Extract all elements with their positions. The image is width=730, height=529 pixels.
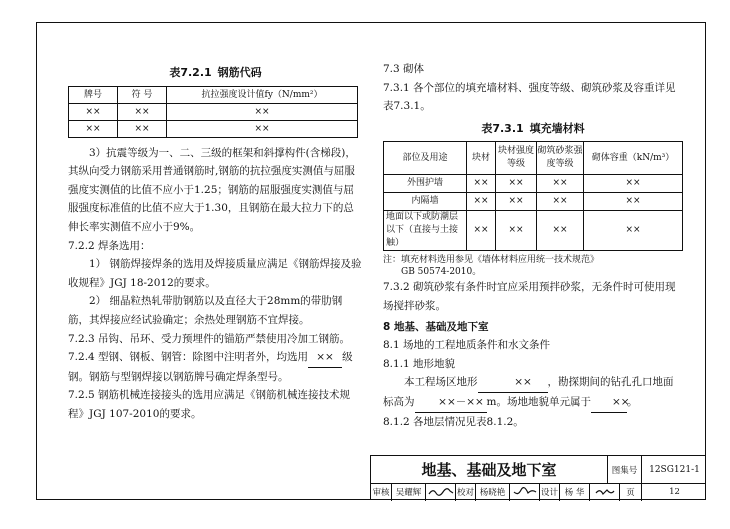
left-column xyxy=(68,60,363,424)
table-cell: ×× xyxy=(167,103,358,120)
p811-text-b: ，勘探期间的钻孔孔口地面标高为 xyxy=(383,376,674,408)
table-cell: ×× xyxy=(118,120,167,137)
table-cell: ×× xyxy=(584,211,683,251)
page-label: 页 xyxy=(619,483,641,501)
table-row xyxy=(384,175,683,193)
table-cell: ×× xyxy=(496,193,537,211)
header-block-grade: 块材强度等级 xyxy=(496,142,537,175)
table-cell: ×× xyxy=(537,175,584,193)
title-block-row-2 xyxy=(371,483,706,501)
fill-in-blank: ×× xyxy=(591,393,627,413)
infill-wall-table xyxy=(383,141,683,251)
designer-signature xyxy=(589,483,619,501)
header-symbol: 符 号 xyxy=(118,86,167,103)
caption-number: 表7.2.1 xyxy=(169,66,212,79)
section-8-1-1: 8.1.1 地形地貌 xyxy=(383,357,456,370)
section-8-1: 8.1 场地的工程地质条件和水文条件 xyxy=(383,339,551,352)
rebar-code-table xyxy=(68,86,358,138)
table-cell: ×× xyxy=(69,103,118,120)
table-cell: ×× xyxy=(584,193,683,211)
header-strength: 抗拉强度设计值fy（N/mm²） xyxy=(167,86,358,103)
page-number: 12 xyxy=(641,483,707,501)
table-cell: ×× xyxy=(69,120,118,137)
reviewer-name: 吴耀辉 xyxy=(391,483,425,501)
paragraph-8-1-1 xyxy=(383,373,683,412)
caption-title: 填充墙材料 xyxy=(529,121,585,135)
header-mortar-grade: 砌筑砂浆强度等级 xyxy=(537,142,584,175)
fill-in-blank: ×× xyxy=(308,348,342,368)
paragraph-7-2-2-2: 2） 细晶粒热轧带肋钢筋以及直径大于28mm的带肋钢筋，其焊接应经试验确定；余热处理钢筋不宜焊接。 xyxy=(68,295,343,326)
table-cell: ×× xyxy=(118,103,167,120)
table-cell: ×× xyxy=(167,120,358,137)
drawing-title: 地基、基础及地下室 xyxy=(421,461,557,479)
title-block xyxy=(370,455,706,500)
table-cell: ×× xyxy=(496,175,537,193)
note-line-2: GB 50574-2010。 xyxy=(401,267,482,278)
table-cell: 内隔墙 xyxy=(384,193,467,211)
caption-number: 表7.3.1 xyxy=(481,121,524,135)
section-8-heading: 8 地基、基础及地下室 xyxy=(383,320,489,333)
atlas-label: 图集号 xyxy=(607,456,641,483)
table-cell: 地面以下或防潮层以下（直接与土接触） xyxy=(384,211,467,251)
review-label: 审核 xyxy=(372,488,390,498)
p811-text-a: 本工程场区地形 xyxy=(404,376,478,389)
table-cell: ×× xyxy=(537,211,584,251)
check-label: 校对 xyxy=(455,483,475,501)
header-grade: 牌号 xyxy=(69,86,118,103)
header-unit-weight: 砌体容重（kN/m³） xyxy=(584,142,683,175)
p811-text-d: 。 xyxy=(626,395,638,408)
section-7-2-4 xyxy=(68,348,363,386)
table-cell: ×× xyxy=(467,211,496,251)
atlas-number: 12SG121-1 xyxy=(641,456,707,483)
p811-text-c: m。场地地貌单元属于 xyxy=(486,395,591,408)
table-row xyxy=(69,120,358,137)
header-block: 块材 xyxy=(467,142,496,175)
title-block-row-1 xyxy=(371,456,706,484)
table-cell: 外围护墙 xyxy=(384,175,467,193)
table-cell: ×× xyxy=(584,175,683,193)
reviewer-signature xyxy=(425,483,455,501)
header-location: 部位及用途 xyxy=(384,142,467,175)
section-7-2-5: 7.2.5 钢筋机械连接接头的选用应满足《钢筋机械连接技术规程》JGJ 107-2010的要求。 xyxy=(68,389,351,420)
table-row xyxy=(384,211,683,251)
table-cell: ×× xyxy=(537,193,584,211)
table-header-row xyxy=(384,142,683,175)
table-note xyxy=(383,254,683,278)
section-7-3: 7.3 砌体 xyxy=(383,63,425,75)
fill-in-blank: ×× xyxy=(478,373,548,393)
table-cell: ×× xyxy=(467,175,496,193)
section-7-2-2: 7.2.2 焊条选用： xyxy=(68,239,151,252)
fill-in-blank: ××－×× xyxy=(415,393,487,413)
table-7-3-1-caption xyxy=(383,120,683,139)
table-cell: ×× xyxy=(496,211,537,251)
caption-title: 钢筋代码 xyxy=(217,66,262,79)
table-cell: ×× xyxy=(467,193,496,211)
paragraph-seismic: 3）抗震等级为一、二、三级的框架和斜撑构件(含梯段)，其纵向受力钢筋采用普通钢筋时,钢筋的抗拉强度实测值与屈服强度实测值的比值不应小于1.25；钢筋的屈服强度实测值与屈服强度标准值的比值不应大于1.30，且钢筋在最大拉力下的总伸长率实测值不应小于9%。 xyxy=(68,146,356,233)
table-row xyxy=(69,103,358,120)
checker-signature xyxy=(509,483,539,501)
note-line-1: 注：填充材料选用参见《墙体材料应用统一技术规范》 xyxy=(383,255,600,266)
section-8-1-2: 8.1.2 各地层情况见表8.1.2。 xyxy=(383,415,524,428)
section-7-3-1: 7.3.1 各个部位的填充墙材料、强度等级、砌筑砂浆及容重详见表7.3.1。 xyxy=(383,81,676,113)
section-7-2-3: 7.2.3 吊钩、吊环、受力预埋件的锚筋严禁使用冷加工钢筋。 xyxy=(68,332,351,345)
paragraph-7-2-2-1: 1） 钢筋焊接焊条的选用及焊接质量应满足《钢筋焊接及验收规程》JGJ 18-2012的要求。 xyxy=(68,258,362,289)
designer-name: 杨 华 xyxy=(559,483,589,501)
design-label: 设计 xyxy=(539,483,559,501)
table-row xyxy=(384,193,683,211)
table-7-2-1-caption xyxy=(68,64,363,83)
checker-name: 杨晓艳 xyxy=(475,483,509,501)
s724-text-b: 级钢。钢筋与型钢焊接以钢筋牌号确定焊条型号。 xyxy=(68,351,353,383)
s724-text-a: 7.2.4 型钢、钢板、钢管：除图中注明者外，均选用 xyxy=(68,351,309,364)
section-7-3-2: 7.3.2 砌筑砂浆有条件时宜应采用预拌砂浆，无条件时可使用现场搅拌砂浆。 xyxy=(383,281,676,312)
table-header-row xyxy=(69,86,358,103)
right-column xyxy=(383,60,683,431)
